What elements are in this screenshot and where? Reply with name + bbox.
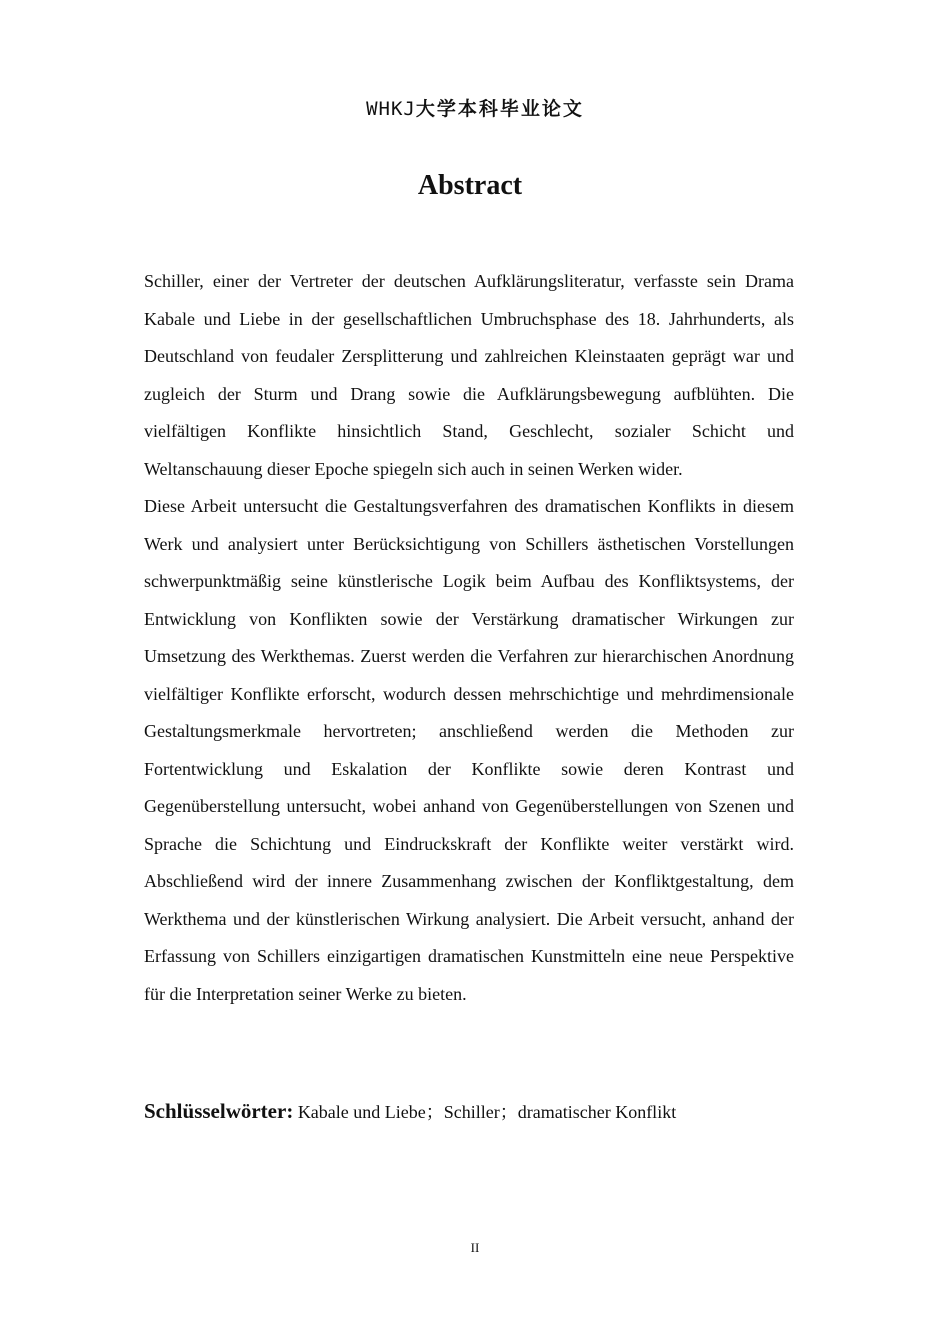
keywords-text: Kabale und Liebe；Schiller；dramatischer Konflikt	[293, 1102, 677, 1122]
abstract-paragraph: Schiller, einer der Vertreter der deutschen Aufklärungsliteratur, verfasste sein Drama Kabale und Liebe in der gesellschaftlichen Umbruchsphase des 18. Jahrhunderts, als Deutschland von feudaler Zersplitterung und zahlreichen Kleinstaaten geprägt war und zugleich der Sturm und Drang sowie die Aufklärungsbewegung aufblühten. Die vielfältigen Konflikte hinsichtlich Stand, Geschlecht, sozialer Schicht und Weltanschauung dieser Epoche spiegeln sich auch in seinen Werken wider.	[144, 271, 794, 479]
header-latin-text: WHKJ	[366, 98, 416, 120]
abstract-paragraph: Diese Arbeit untersucht die Gestaltungsverfahren des dramatischen Konflikts in diesem Werk und analysiert unter Berücksichtigung von Schillers ästhetischen Vorstellungen schwerpunktmäßig seine künstlerische Logik beim Aufbau des Konfliktsystems, der Entwicklung von Konflikten sowie der Verstärkung dramatischer Wirkungen zur Umsetzung des Werkthemas. Zuerst werden die Verfahren zur hierarchischen Anordnung vielfältiger Konflikte erforscht, wodurch dessen mehrschichtige und mehrdimensionale Gestaltungsmerkmale hervortreten; anschließend werden die Methoden zur Fortentwicklung und Eskalation der Konflikte sowie deren Kontrast und Gegenüberstellung untersucht, wobei anhand von Gegenüberstellungen von Szenen und Sprache die Schichtung und Eindruckskraft der Konflikte weiter verstärkt wird. Abschließend wird der innere Zusammenhang zwischen der Konfliktgestaltung, dem Werkthema und der künstlerischen Wirkung analysiert. Die Arbeit versucht, anhand der Erfassung von Schillers einzigartigen dramatischen Kunstmitteln eine neue Perspektive für die Interpretation seiner Werke zu bieten.	[144, 496, 794, 1004]
keywords-label: Schlüsselwörter:	[144, 1099, 294, 1123]
header-chinese-text: 大学本科毕业论文	[415, 98, 584, 120]
running-header	[0, 94, 950, 121]
abstract-body	[144, 263, 794, 1013]
page-number: II	[470, 1240, 480, 1255]
keywords-line	[144, 1096, 794, 1127]
abstract-title: Abstract	[417, 170, 523, 201]
